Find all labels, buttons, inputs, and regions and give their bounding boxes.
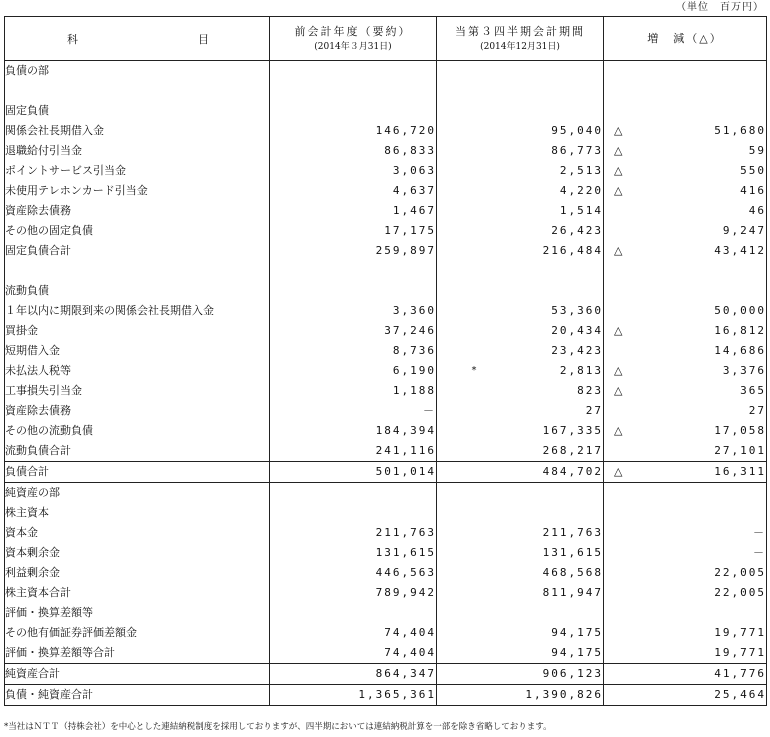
header-difference [604,17,767,61]
current-quarter-value [437,643,604,664]
current-quarter-value [437,261,604,281]
difference-value [604,181,767,201]
prev-year-value [270,61,437,82]
table-row [5,664,767,685]
difference-value [604,161,767,181]
table-row [5,161,767,181]
difference-number: 22,005 [714,566,766,579]
difference-number: 41,776 [714,667,766,680]
difference-value [604,381,767,401]
prev-year-value: 37,246 [270,321,437,341]
table-row [5,381,767,401]
difference-value [604,261,767,281]
table-row [5,261,767,281]
row-label: 未払法人税等 [5,361,270,381]
row-label: 株主資本合計 [5,583,270,603]
header-prev-title: 前会計年度（要約） [294,24,412,38]
row-label: 資本金 [5,523,270,543]
current-quarter-number: 95,040 [551,124,603,137]
table-row [5,241,767,261]
table-row [5,441,767,462]
prev-year-value: 6,190 [270,361,437,381]
row-label: ポイントサービス引当金 [5,161,270,181]
difference-number: 27 [748,404,766,417]
table-row [5,181,767,201]
difference-number: 59 [748,144,766,157]
row-label: 流動負債合計 [5,441,270,462]
table-row [5,281,767,301]
difference-value [604,623,767,643]
current-quarter-value [437,241,604,261]
difference-number: 16,311 [714,465,766,478]
difference-number: 50,000 [714,304,766,317]
table-row [5,543,767,563]
decrease-marker: △ [614,364,623,377]
current-quarter-value [437,101,604,121]
table-row [5,401,767,421]
decrease-marker: △ [614,384,623,397]
decrease-marker: △ [614,244,623,257]
current-quarter-value [437,381,604,401]
row-label: 評価・換算差額等 [5,603,270,623]
decrease-marker: △ [614,164,623,177]
header-cur-date: (2014年12月31日) [480,41,560,52]
table-row [5,483,767,504]
table-body [5,61,767,706]
difference-number: 46 [748,204,766,217]
difference-number: 9,247 [722,224,766,237]
prev-year-value [270,603,437,623]
current-quarter-value [437,321,604,341]
current-quarter-value [437,603,604,623]
difference-number: 550 [740,164,766,177]
prev-year-value: 74,404 [270,623,437,643]
current-quarter-number: 167,335 [542,424,603,437]
current-quarter-value [437,503,604,523]
difference-value [604,523,767,543]
table-row [5,301,767,321]
current-quarter-number: 2,513 [559,164,603,177]
current-quarter-value [437,483,604,504]
table-row [5,341,767,361]
table-row [5,643,767,664]
prev-year-value: 146,720 [270,121,437,141]
difference-value [604,664,767,685]
current-quarter-value [437,341,604,361]
prev-year-value: 259,897 [270,241,437,261]
row-label: 関係会社長期借入金 [5,121,270,141]
prev-year-value [270,261,437,281]
prev-year-value: 86,833 [270,141,437,161]
table-row [5,583,767,603]
prev-year-value: 446,563 [270,563,437,583]
current-quarter-number: 484,702 [542,465,603,478]
difference-value [604,441,767,462]
row-label: 負債・純資産合計 [5,685,270,706]
current-quarter-value [437,441,604,462]
difference-number: 17,058 [714,424,766,437]
difference-value [604,401,767,421]
decrease-marker: △ [614,424,623,437]
prev-year-value: 789,942 [270,583,437,603]
row-label: 買掛金 [5,321,270,341]
current-quarter-number: 20,434 [551,324,603,337]
row-label: 未使用テレホンカード引当金 [5,181,270,201]
table-row [5,61,767,82]
prev-year-value: 1,467 [270,201,437,221]
header-current-quarter [437,17,604,61]
prev-year-value [270,81,437,101]
row-label: その他の固定負債 [5,221,270,241]
current-quarter-number: 27 [585,404,603,417]
current-quarter-value [437,664,604,685]
difference-value [604,685,767,706]
row-label: 負債合計 [5,462,270,483]
difference-number: 19,771 [714,646,766,659]
current-quarter-number: 823 [577,384,603,397]
difference-value [604,341,767,361]
difference-value [604,241,767,261]
current-quarter-number: 86,773 [551,144,603,157]
prev-year-value: 74,404 [270,643,437,664]
current-quarter-value [437,201,604,221]
table-row [5,361,767,381]
row-label [5,81,270,101]
current-quarter-number: 26,423 [551,224,603,237]
row-label: 固定負債 [5,101,270,121]
difference-value [604,81,767,101]
difference-number: 14,686 [714,344,766,357]
current-quarter-value [437,583,604,603]
table-row [5,603,767,623]
difference-number: 27,101 [714,444,766,457]
table-row [5,462,767,483]
prev-year-value [270,503,437,523]
current-quarter-number: 211,763 [542,526,603,539]
unit-label: （単位 百万円） [676,2,764,13]
difference-value [604,101,767,121]
prev-year-value: 131,615 [270,543,437,563]
table-row [5,101,767,121]
table-row [5,421,767,441]
row-label: 利益剰余金 [5,563,270,583]
current-quarter-value [437,281,604,301]
prev-year-value [270,101,437,121]
difference-number: 22,005 [714,586,766,599]
row-label [5,261,270,281]
decrease-marker: △ [614,124,623,137]
current-quarter-value [437,301,604,321]
prev-year-value: 17,175 [270,221,437,241]
prev-year-value [270,281,437,301]
current-quarter-value [437,141,604,161]
current-quarter-value [437,623,604,643]
decrease-marker: △ [614,144,623,157]
table-row [5,121,767,141]
prev-year-value: 8,736 [270,341,437,361]
table-row [5,141,767,161]
header-subject [5,17,270,61]
table-row [5,321,767,341]
difference-value [604,61,767,82]
row-label: 工事損失引当金 [5,381,270,401]
prev-year-value: 184,394 [270,421,437,441]
prev-year-value: 4,637 [270,181,437,201]
difference-value [604,421,767,441]
row-label: 純資産合計 [5,664,270,685]
current-quarter-number: 131,615 [542,546,603,559]
current-quarter-value [437,221,604,241]
table-row [5,221,767,241]
difference-number: － [753,546,766,559]
current-quarter-value [437,685,604,706]
difference-number: 3,376 [722,364,766,377]
difference-value [604,221,767,241]
header-diff-title: 増 減（△） [647,31,723,45]
balance-sheet-table [4,16,767,706]
current-quarter-number: 1,390,826 [525,688,603,701]
row-label: その他有価証券評価差額金 [5,623,270,643]
table-row [5,685,767,706]
difference-value [604,301,767,321]
difference-value [604,321,767,341]
difference-number: 416 [740,184,766,197]
row-label: １年以内に期限到来の関係会社長期借入金 [5,301,270,321]
difference-value [604,503,767,523]
footnote: *当社はＮＴＴ（持株会社）を中心とした連結納税制度を採用しておりますが、四半期においては連結納税計算を一部を除き省略しております。 [4,722,552,732]
current-quarter-number: 468,568 [542,566,603,579]
header-prev-date: (2014年３月31日) [314,41,392,52]
prev-year-value [270,483,437,504]
prev-year-value: 241,116 [270,441,437,462]
row-label: 純資産の部 [5,483,270,504]
current-quarter-number: 53,360 [551,304,603,317]
decrease-marker: △ [614,184,623,197]
row-label: 退職給付引当金 [5,141,270,161]
difference-value [604,361,767,381]
current-quarter-number: 268,217 [542,444,603,457]
current-quarter-value [437,401,604,421]
header-cur-title: 当第３四半期会計期間 [455,24,585,38]
current-quarter-number: 1,514 [559,204,603,217]
row-label: 評価・換算差額等合計 [5,643,270,664]
difference-value [604,121,767,141]
current-quarter-number: 94,175 [551,646,603,659]
footnote-marker: * [471,365,478,376]
row-label: その他の流動負債 [5,421,270,441]
current-quarter-value [437,421,604,441]
prev-year-value: 864,347 [270,664,437,685]
current-quarter-number: 216,484 [542,244,603,257]
difference-value [604,563,767,583]
difference-value [604,201,767,221]
table-row [5,201,767,221]
current-quarter-value [437,361,604,381]
row-label: 流動負債 [5,281,270,301]
header-prev-year [270,17,437,61]
difference-number: 16,812 [714,324,766,337]
current-quarter-number: 23,423 [551,344,603,357]
prev-year-value: 3,063 [270,161,437,181]
table-row [5,623,767,643]
difference-value [604,141,767,161]
difference-number: 25,464 [714,688,766,701]
difference-value [604,583,767,603]
header-subject-right: 目 [198,32,209,46]
current-quarter-value [437,161,604,181]
current-quarter-value [437,462,604,483]
row-label: 資産除去債務 [5,201,270,221]
prev-year-value: 1,365,361 [270,685,437,706]
row-label: 株主資本 [5,503,270,523]
prev-year-value: 501,014 [270,462,437,483]
row-label: 負債の部 [5,61,270,82]
current-quarter-value [437,121,604,141]
current-quarter-value [437,61,604,82]
difference-number: 51,680 [714,124,766,137]
header-subject-left: 科 [67,32,78,46]
table-row [5,563,767,583]
current-quarter-number: 4,220 [559,184,603,197]
difference-value [604,543,767,563]
difference-value [604,281,767,301]
difference-value [604,483,767,504]
table-row [5,523,767,543]
current-quarter-number: 906,123 [542,667,603,680]
difference-number: － [753,526,766,539]
decrease-marker: △ [614,465,623,478]
table-row [5,81,767,101]
prev-year-value: 3,360 [270,301,437,321]
prev-year-value: 1,188 [270,381,437,401]
difference-value [604,643,767,664]
prev-year-value: － [270,401,437,421]
row-label: 資本剰余金 [5,543,270,563]
difference-value [604,603,767,623]
row-label: 短期借入金 [5,341,270,361]
current-quarter-number: 94,175 [551,626,603,639]
row-label: 資産除去債務 [5,401,270,421]
current-quarter-number: 811,947 [542,586,603,599]
difference-number: 19,771 [714,626,766,639]
row-label: 固定負債合計 [5,241,270,261]
current-quarter-value [437,523,604,543]
current-quarter-value [437,563,604,583]
decrease-marker: △ [614,324,623,337]
current-quarter-value [437,81,604,101]
difference-number: 43,412 [714,244,766,257]
difference-value [604,462,767,483]
table-row [5,503,767,523]
difference-number: 365 [740,384,766,397]
current-quarter-value [437,543,604,563]
prev-year-value: 211,763 [270,523,437,543]
current-quarter-number: 2,813 [559,364,603,377]
current-quarter-value [437,181,604,201]
